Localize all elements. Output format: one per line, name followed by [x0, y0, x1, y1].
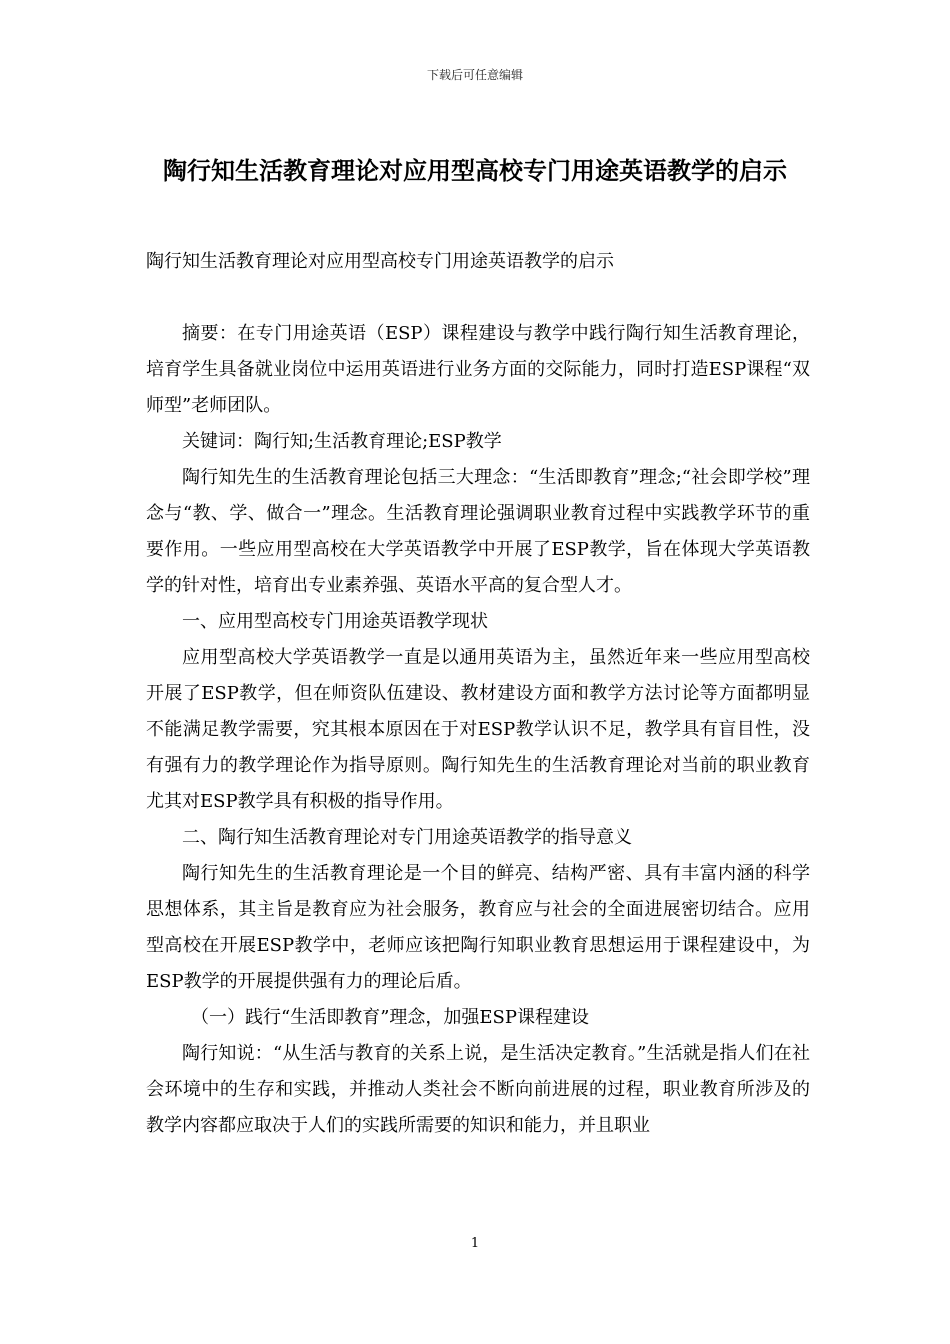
body-paragraph: 陶行知先生的生活教育理论是一个目的鲜亮、结构严密、具有丰富内涵的科学思想体系，其主旨是教育应为社会服务，教育应与社会的全面进展密切结合。应用型高校在开展ESP教学中，老师应该把陶行知职业教育思想运用于课程建设中，为ESP教学的开展提供强有力的理论后盾。: [146, 863, 810, 992]
body-paragraph: 陶行知说：“从生活与教育的关系上说，是生活决定教育。”生活就是指人们在社会环境中的生存和实践，并推动人类社会不断向前进展的过程，职业教育所涉及的教学内容都应取决于人们的实践所需要的知识和能力，并且职业: [146, 1043, 810, 1136]
abstract-paragraph: 摘要：在专门用途英语（ESP）课程建设与教学中践行陶行知生活教育理论，培育学生具备就业岗位中运用英语进行业务方面的交际能力，同时打造ESP课程“双师型”老师团队。: [146, 323, 810, 416]
keywords-paragraph: 关键词：陶行知;生活教育理论;ESP教学: [182, 431, 502, 452]
body-paragraph: 陶行知先生的生活教育理论包括三大理念：“生活即教育”理念;“社会即学校”理念与“教、学、做合一”理念。生活教育理论强调职业教育过程中实践教学环节的重要作用。一些应用型高校在大学英语教学中开展了ESP教学，旨在体现大学英语教学的针对性，培育出专业素养强、英语水平高的复合型人才。: [146, 467, 810, 596]
section-heading: 二、陶行知生活教育理论对专门用途英语教学的指导意义: [182, 827, 632, 848]
document-title: 陶行知生活教育理论对应用型高校专门用途英语教学的启示: [163, 157, 787, 185]
subsection-heading: （一）践行“生活即教育”理念，加强ESP课程建设: [191, 1007, 589, 1028]
page-number: 1: [470, 1236, 480, 1251]
body-paragraph: 应用型高校大学英语教学一直是以通用英语为主，虽然近年来一些应用型高校开展了ESP教学，但在师资队伍建设、教材建设方面和教学方法讨论等方面都明显不能满足教学需要，究其根本原因在于对ESP教学认识不足，教学具有盲目性，没有强有力的教学理论作为指导原则。陶行知先生的生活教育理论对当前的职业教育尤其对ESP教学具有积极的指导作用。: [146, 647, 810, 812]
header-note: 下载后可任意编辑: [426, 68, 523, 82]
document-subtitle: 陶行知生活教育理论对应用型高校专门用途英语教学的启示: [146, 251, 614, 272]
document-body: [146, 244, 810, 1144]
section-heading: 一、应用型高校专门用途英语教学现状: [182, 611, 488, 632]
